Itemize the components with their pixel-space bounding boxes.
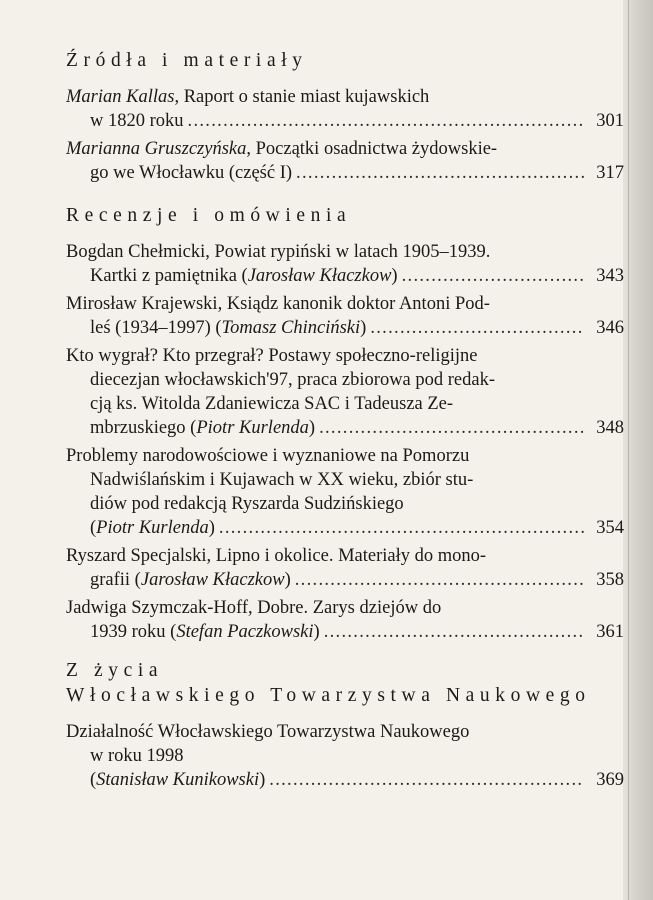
entry-last-line: leś (1934–1997) (Tomasz Chinciński) ..... 346	[66, 316, 624, 340]
section-heading-society-l1: Z życia	[66, 660, 164, 681]
entry-reviewer: Piotr Kurlenda	[196, 418, 309, 438]
entry-page-number: 301	[596, 111, 624, 131]
table-of-contents	[66, 48, 624, 796]
dot-leader	[402, 264, 584, 288]
entry-line	[66, 137, 624, 161]
toc-entry[interactable]	[66, 720, 624, 792]
entry-reviewer: Tomasz Chinciński	[221, 318, 361, 338]
entry-title: , Początki osadnictwa żydowskie-	[246, 139, 498, 159]
dot-leader	[219, 516, 584, 540]
dot-leader	[269, 768, 584, 792]
toc-entry[interactable]	[66, 137, 624, 185]
entry-page-number: 358	[596, 570, 624, 590]
entry-line: Nadwiślańskim i Kujawach w XX wieku, zbiór stu-	[90, 470, 474, 490]
entry-page-number: 348	[596, 418, 624, 438]
dot-leader	[319, 416, 584, 440]
entry-line: Działalność Włocławskiego Towarzystwa Naukowego	[66, 722, 470, 742]
entry-page-number: 346	[596, 318, 624, 338]
entry-line: Problemy narodowościowe i wyznaniowe na Pomorzu	[66, 446, 470, 466]
entry-last-line: 1939 roku (Stefan Paczkowski) ..... 361	[66, 620, 624, 644]
section-heading-sources: Źródła i materiały	[66, 50, 308, 71]
toc-entry[interactable]	[66, 344, 624, 440]
entry-line: Jadwiga Szymczak-Hoff, Dobre. Zarys dziejów do	[66, 598, 442, 618]
toc-entry[interactable]	[66, 85, 624, 133]
entry-page-number: 343	[596, 266, 624, 286]
section-heading-reviews: Recenzje i omówienia	[66, 205, 352, 226]
entry-title: , Raport o stanie miast kujawskich	[174, 87, 430, 107]
section-heading-society-l2: Włocławskiego Towarzystwa Naukowego	[66, 685, 591, 706]
entry-last-line: Kartki z pamiętnika (Jarosław Kłaczkow) ..... 343	[66, 264, 624, 288]
entry-title-cont: (	[90, 770, 97, 790]
toc-entry[interactable]	[66, 292, 624, 340]
entry-line: cją ks. Witolda Zdaniewicza SAC i Tadeusza Ze-	[90, 394, 454, 414]
dot-leader	[296, 161, 584, 185]
entry-page-number: 354	[596, 518, 624, 538]
toc-entry[interactable]	[66, 544, 624, 592]
entry-last-line: (Piotr Kurlenda) ..... 354	[66, 516, 624, 540]
entry-line: Kto wygrał? Kto przegrał? Postawy społeczno-religijne	[66, 346, 478, 366]
entry-line: Mirosław Krajewski, Ksiądz kanonik doktor Antoni Pod-	[66, 294, 490, 314]
entry-title-cont: go we Włocławku (część I)	[90, 163, 293, 183]
entry-title-cont: (	[90, 518, 97, 538]
dot-leader	[295, 568, 584, 592]
dot-leader	[188, 109, 584, 133]
entry-page-number: 361	[596, 622, 624, 642]
entry-line: Ryszard Specjalski, Lipno i okolice. Materiały do mono-	[66, 546, 487, 566]
entry-title-cont: mbrzuskiego (	[90, 418, 197, 438]
toc-entry[interactable]	[66, 240, 624, 288]
dot-leader	[324, 620, 584, 644]
entry-reviewer: Jarosław Kłaczkow	[247, 266, 392, 286]
entry-title-cont: 1939 roku (	[90, 622, 177, 642]
entry-line: diecezjan włocławskich'97, praca zbiorowa pod redak-	[90, 370, 496, 390]
entry-page-number: 317	[596, 163, 624, 183]
entry-last-line: grafii (Jarosław Kłaczkow) ..... 358	[66, 568, 624, 592]
entry-reviewer: Stanisław Kunikowski	[96, 770, 260, 790]
entry-line: w roku 1998	[90, 746, 184, 766]
entry-last-line	[66, 109, 624, 133]
entry-last-line: (Stanisław Kunikowski) ..... 369	[66, 768, 624, 792]
toc-entry[interactable]	[66, 444, 624, 540]
entry-author: Marianna Gruszczyńska	[66, 139, 247, 159]
entry-title-cont: Kartki z pamiętnika (	[90, 266, 248, 286]
entry-reviewer: Piotr Kurlenda	[96, 518, 209, 538]
toc-entry[interactable]	[66, 596, 624, 644]
entry-line: Bogdan Chełmicki, Powiat rypiński w latach 1905–1939.	[66, 242, 491, 262]
entry-line	[66, 85, 624, 109]
entry-author: Marian Kallas	[66, 87, 175, 107]
entry-title-cont: leś (1934–1997) (	[90, 318, 222, 338]
dot-leader	[370, 316, 584, 340]
entry-line: diów pod redakcją Ryszarda Sudzińskiego	[90, 494, 404, 514]
entry-title-cont: w 1820 roku	[90, 111, 184, 131]
entry-page-number: 369	[596, 770, 624, 790]
entry-reviewer: Jarosław Kłaczkow	[140, 570, 285, 590]
entry-last-line	[66, 161, 624, 185]
page-edge-line	[628, 0, 629, 900]
entry-last-line: mbrzuskiego (Piotr Kurlenda) ..... 348	[66, 416, 624, 440]
entry-title-cont: grafii (	[90, 570, 141, 590]
entry-reviewer: Stefan Paczkowski	[176, 622, 314, 642]
